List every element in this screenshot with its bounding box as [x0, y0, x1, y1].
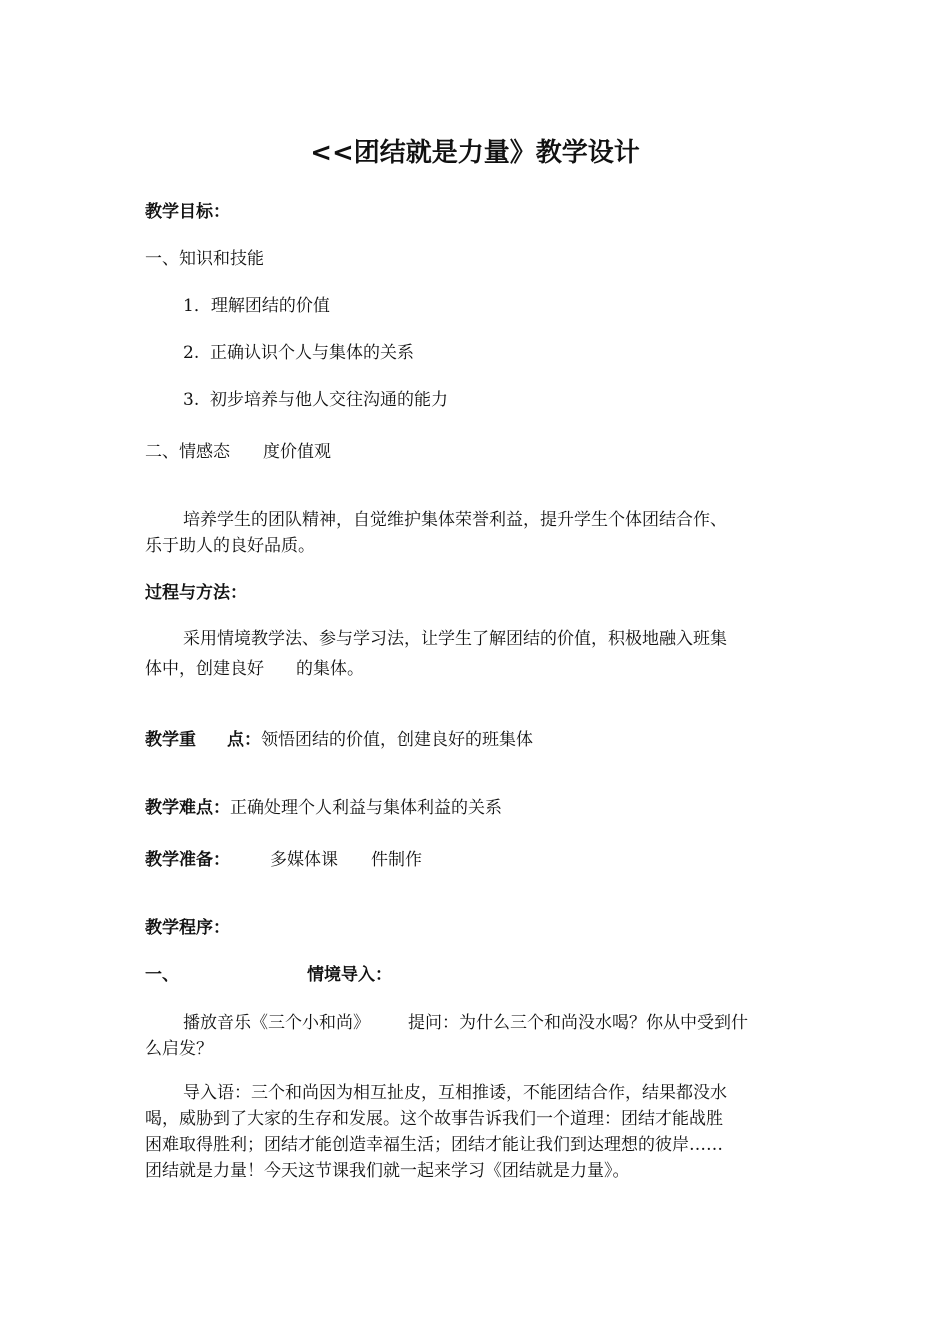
process-heading: 过程与方法： [145, 583, 247, 603]
intro-paragraph-line-1 [183, 1010, 748, 1036]
objective-item-1: 1．理解团结的价值 [183, 296, 330, 316]
lead-in-paragraph-line-1: 导入语：三个和尚因为相互扯皮，互相推诿，不能团结合作，结果都没水 [183, 1083, 727, 1103]
section-attitude-values [145, 439, 331, 465]
process-paragraph-line-2-part1: 体中，创建良好 [145, 659, 264, 679]
difficulty [145, 795, 502, 821]
document-title: <<团结就是力量》教学设计 [310, 138, 640, 168]
attitude-paragraph-line-1: 培养学生的团队精神，自觉维护集体荣誉利益，提升学生个体团结合作、 [183, 510, 727, 530]
step-1-title: 情境导入： [307, 965, 392, 985]
difficulty-text: 正确处理个人利益与集体利益的关系 [230, 798, 502, 818]
section-attitude-values-part2: 度价值观 [263, 442, 331, 462]
attitude-paragraph-line-2: 乐于助人的良好品质。 [145, 536, 315, 556]
intro-paragraph-line-2: 么启发？ [145, 1039, 213, 1059]
objectives-heading: 教学目标： [145, 202, 230, 222]
preparation-text-part2: 件制作 [371, 850, 422, 870]
lead-in-paragraph-line-3: 困难取得胜利；团结才能创造幸福生活；团结才能让我们到达理想的彼岸…… [145, 1135, 723, 1155]
intro-paragraph-line-1-part2: 提问：为什么三个和尚没水喝？你从中受到什 [408, 1013, 748, 1033]
key-point-text: 领悟团结的价值，创建良好的班集体 [261, 730, 533, 750]
section-attitude-values-part1: 二、情感态 [145, 442, 230, 462]
step-1-number: 一、 [145, 965, 179, 985]
objective-item-2: 2. 正确认识个人与集体的关系 [183, 343, 415, 363]
intro-paragraph-line-1-part1: 播放音乐《三个小和尚》 [183, 1013, 370, 1033]
key-point-label-part2: 点： [227, 730, 261, 750]
lead-in-paragraph-line-2: 喝，威胁到了大家的生存和发展。这个故事告诉我们一个道理：团结才能战胜 [145, 1109, 723, 1129]
objective-item-3: 3. 初步培养与他人交往沟通的能力 [183, 390, 449, 410]
section-knowledge-skills: 一、知识和技能 [145, 249, 264, 269]
preparation [145, 847, 422, 873]
process-paragraph-line-1: 采用情境教学法、参与学习法，让学生了解团结的价值，积极地融入班集 [183, 629, 727, 649]
difficulty-label: 教学难点： [145, 798, 230, 818]
key-point [145, 727, 533, 753]
preparation-text-part1: 多媒体课 [270, 850, 338, 870]
process-paragraph-line-2 [145, 656, 364, 682]
lead-in-paragraph-line-4: 团结就是力量！今天这节课我们就一起来学习《团结就是力量》。 [145, 1161, 630, 1181]
procedure-heading: 教学程序： [145, 918, 230, 938]
key-point-label-part1: 教学重 [145, 730, 196, 750]
process-paragraph-line-2-part2: 的集体。 [296, 659, 364, 679]
preparation-label: 教学准备： [145, 850, 230, 870]
